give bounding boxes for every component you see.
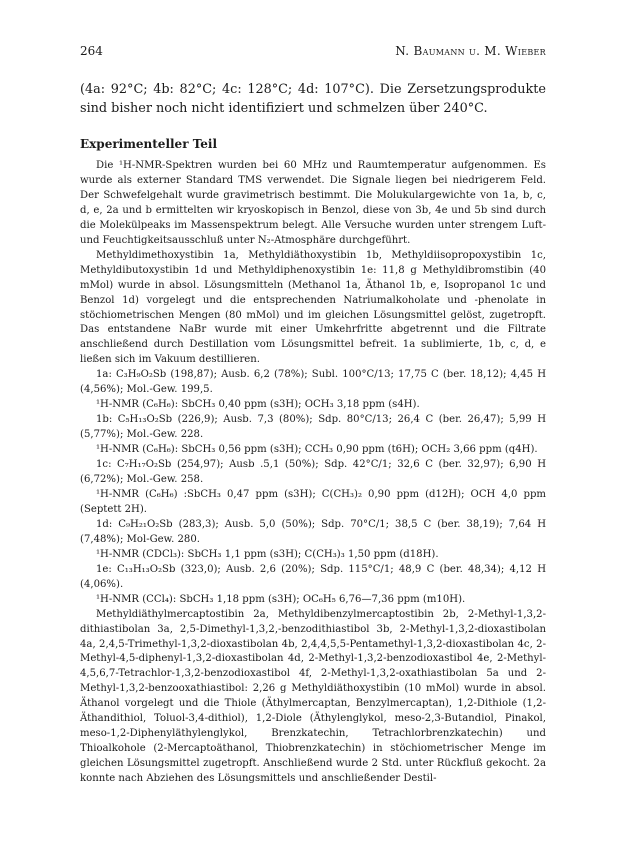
nmr-entry-1e: ¹H-NMR (CCl₄): SbCH₃ 1,18 ppm (s3H); OC₆H₅ 6,76—7,36 ppm (m10H). (96, 593, 466, 605)
data-entry-1c: 1c: C₇H₁₇O₂Sb (254,97); Ausb .5,1 (50%); Sdp. 42°C/1; 32,6 C (ber. 32,97); 6,90 H (6,72%); Mol.-Gew. 258. (80, 459, 546, 486)
methods-paragraph: Die ¹H-NMR-Spektren wurden bei 60 MHz und Raumtemperatur aufgenommen. Es wurde als externer Standard TMS verwendet. Die Signale liegen bei niedrigerem Feld. Der Schwefelgehalt wurde gravimetrisch bestimmt. Die Molukulargewichte von 1a, b, c, d, e, 2a und b ermittelten wir kryoskopisch in Benzol, diese von 3b, 4e und 5b sind durch die Molekülpeaks im Massenspektrum belegt. Alle Versuche wurden unter strengem Luft- und Feuchtigkeitsausschluß unter N₂-Atmosphäre durchgeführt. (80, 160, 546, 246)
intro-paragraph: (4a: 92°C; 4b: 82°C; 4c: 128°C; 4d: 107°C). Die Zersetzungsprodukte sind bisher noch nicht identifiziert und schmelzen über 240°C. (80, 82, 546, 116)
synthesis-paragraph-2: Methyldiäthylmercaptostibin 2a, Methyldibenzylmercaptostibin 2b, 2-Methyl-1,3,2-dithiastibolan 3a, 2,5-Dimethyl-1,3,2,-benzodithiastibol 3b, 2-Methyl-1,3,2-dioxastibolan 4a, 2,4,5-Trimethyl-1,3,2-dioxastibolan 4b, 2,4,4,5,5-Pentamethyl-1,3,2-dioxastibolan 4c, 2-Methyl-4,5-diphenyl-1,3,2-dioxastibolan 4d, 2-Methyl-1,3,2-benzodioxastibol 4e, 2-Methyl-4,5,6,7-Tetrachlor-1,3,2-benzodioxastibol 4f, 2-Methyl-1,3,2-oxathiastibolan 5a und 2-Methyl-1,3,2-benzooxathiastibol: 2,26 g Methyldiäthoxystibin (10 mMol) wurde in absol. Äthanol vorgelegt und die Thiole (Äthylmercaptan, Benzylmercaptan), 1,2-Dithiole (1,2-Äthandithiol, Toluol-3,4-dithiol), 1,2-Diole (Äthylenglykol, meso-2,3-Butandiol, Pinakol, meso-1,2-Diphenyläthylenglykol, Brenzkatechin, Tetrachlorbrenzkatechin) und Thioalkohole (2-Mercaptoäthanol, Thiobrenzkatechin) in stöchiometrischer Menge im gleichen Lösungsmittel zugetropft. Anschließend wurde 2 Std. unter Rückfluß gekocht. 2a konnte nach Abziehen des Lösungsmittels und anschließender Destil- (80, 608, 546, 785)
nmr-entry-1a: ¹H-NMR (C₆H₆): SbCH₃ 0,40 ppm (s3H); OCH₃ 3,18 ppm (s4H). (96, 399, 420, 411)
running-header (80, 42, 546, 60)
running-header-authors: N. Baumann u. M. Wieber (395, 44, 546, 58)
nmr-entry-1b: ¹H-NMR (C₆H₆): SbCH₃ 0,56 ppm (s3H); CCH₃ 0,90 ppm (t6H); OCH₂ 3,66 ppm (q4H). (96, 444, 538, 456)
data-entry-1a: 1a: C₃H₉O₂Sb (198,87); Ausb. 6,2 (78%); Subl. 100°C/13; 17,75 C (ber. 18,12); 4,45 H (4,56%); Mol.-Gew. 199,5. (80, 369, 546, 396)
nmr-entry-1d: ¹H-NMR (CDCl₃): SbCH₃ 1,1 ppm (s3H); C(CH₃)₃ 1,50 ppm (d18H). (96, 548, 439, 560)
data-entry-1e: 1e: C₁₃H₁₃O₂Sb (323,0); Ausb. 2,6 (20%); Sdp. 115°C/1; 48,9 C (ber. 48,34); 4,12 H (4,06%). (80, 563, 546, 590)
synthesis-paragraph-1: Methyldimethoxystibin 1a, Methyldiäthoxystibin 1b, Methyldiisopropoxystibin 1c, Methyldibutoxystibin 1d und Methyldiphenoxystibin 1e: 11,8 g Methyldibromstibin (40 mMol) wurde in absol. Lösungsmitteln (Methanol 1a, Äthanol 1b, e, Isopropanol 1c und Benzol 1d) vorgelegt und die entsprechenden Natriumalkoholate und -phenolate in stöchiometrischen Mengen (80 mMol) und im gleichen Lösungsmittel gelöst, zugetropft. Das entstandene NaBr wurde mit einer Umkehrfritte abgetrennt und die Filtrate anschließend durch Destillation vom Lösungsmittel befreit. 1a sublimierte, 1b, c, d, e ließen sich im Vakuum destillieren. (80, 249, 546, 366)
section-heading: Experimenteller Teil (80, 137, 217, 151)
page (80, 42, 546, 787)
data-entry-1b: 1b: C₅H₁₃O₂Sb (226,9); Ausb. 7,3 (80%); Sdp. 80°C/13; 26,4 C (ber. 26,47); 5,99 H (5,77%); Mol.-Gew. 228. (80, 414, 546, 441)
nmr-entry-1c: ¹H-NMR (C₆H₆) :SbCH₃ 0,47 ppm (s3H); C(CH₃)₂ 0,90 ppm (d12H); OCH 4,0 ppm (Septett 2H). (80, 488, 546, 515)
page-number: 264 (80, 44, 103, 58)
data-entry-1d: 1d: C₉H₂₁O₂Sb (283,3); Ausb. 5,0 (50%); Sdp. 70°C/1; 38,5 C (ber. 38,19); 7,64 H (7,48%); Mol-Gew. 280. (80, 518, 546, 545)
